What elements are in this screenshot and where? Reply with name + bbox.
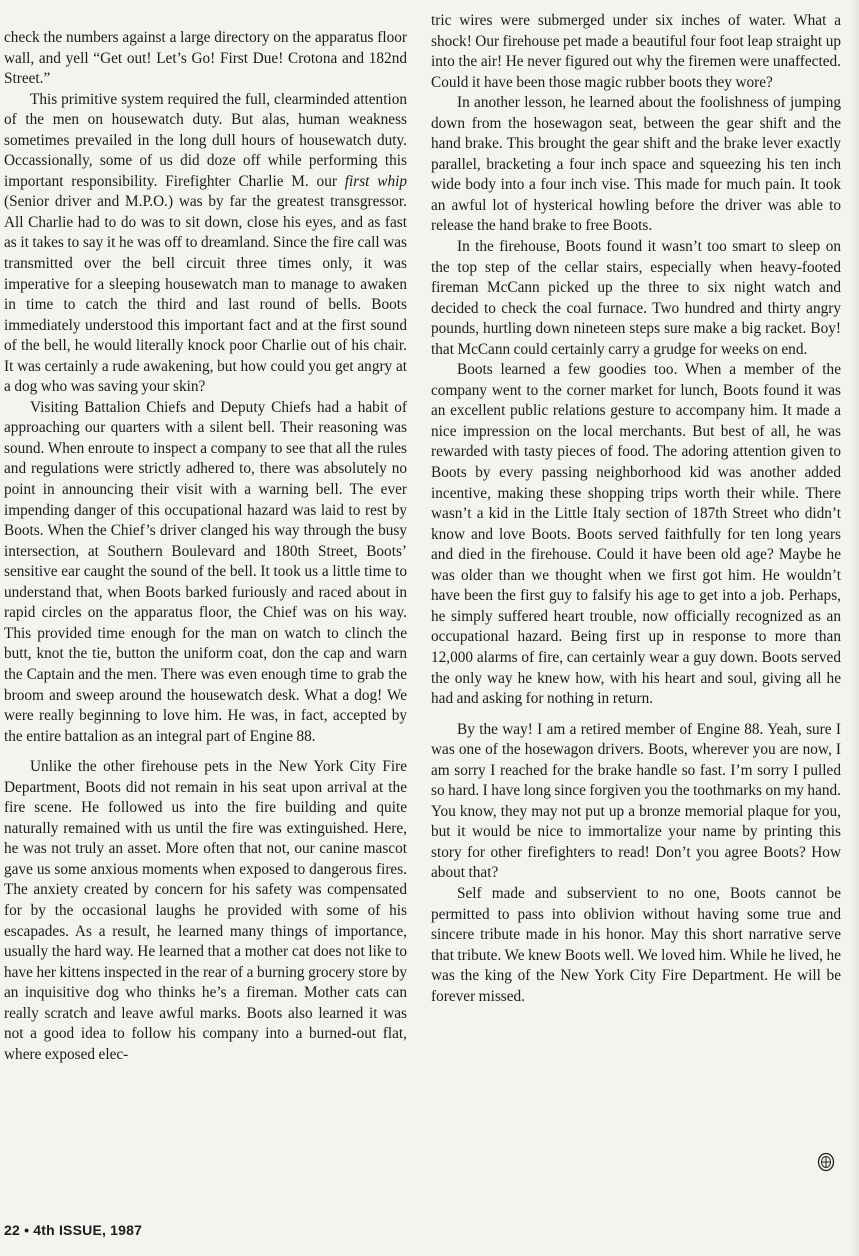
right-column	[431, 11, 841, 1007]
paragraph: In the firehouse, Boots found it wasn’t too smart to sleep on the top step of the cellar stairs, especially when heavy-footed fireman McCann picked up the three to six night watch and decided to check the coal furnace. Two hundred and thirty angry pounds, hurtling down nineteen steps sure make a big racket. Boy! that McCann could certainly carry a grudge for weeks on end.	[431, 238, 841, 358]
issue-label: 4th ISSUE, 1987	[33, 1222, 143, 1238]
page-footer	[4, 1222, 142, 1238]
paragraph: Unlike the other firehouse pets in the New York City Fire Department, Boots did not remain in his seat upon arrival at the fire scene. He followed us into the fire building and quite naturally remained with us until the fire was extinguished. Here, he was not truly an asset. More often that not, our canine mascot gave us some anxious moments when exposed to dangerous fires. The anxiety created by concern for his safety was compensated for by the occasional laughs he provided with some of his escapades. As a result, he learned many things of importance, usually the hard way. He learned that a mother cat does not like to have her kittens inspected in the rear of a burning grocery store by an inquisitive dog who thinks he’s a fireman. Mother cats can really scratch and leave awful marks. Boots also learned it was not a good idea to follow his company into a burned-out flat, where exposed elec-	[4, 758, 407, 1063]
paragraph: In another lesson, he learned about the foolishness of jumping down from the hosewagon seat, between the gear shift and the hand brake. This brought the gear shift and the brake lever exactly parallel, bracketing a four inch space and squeezing his ten inch wide body into a four inch vise. This made for much pain. It took an awful lot of hysterical howling before the driver was able to release the hand brake to free Boots.	[431, 94, 841, 235]
paragraph	[4, 90, 407, 398]
fdny-end-mark-icon	[817, 1152, 835, 1172]
paragraph-text: (Senior driver and M.P.O.) was by far the greatest transgressor. All Charlie had to do was to sit down, close his eyes, and as fast as it takes to say it he was off to dreamland. Since the fire call was transmitted over the bell circuit three times only, it was imperative for a sleeping housewatch man to manage to awaken in time to catch the third and last round of bells. Boots immediately understood this important fact and at the first sound of the bell, he would literally knock poor Charlie out of his chair. It was certainly a rude awakening, but how could you get angry at a dog who was saving your skin?	[4, 193, 407, 396]
page-edge-shadow	[849, 0, 859, 1256]
paragraph: Self made and subservient to no one, Boots cannot be permitted to pass into oblivion without having some true and sincere tribute made in his honor. May this short narrative serve that tribute. We knew Boots well. We loved him. While he lived, he was the king of the New York City Fire Department. He will be forever missed.	[431, 884, 841, 1005]
paragraph: By the way! I am a retired member of Engine 88. Yeah, sure I was one of the hosewagon drivers. Boots, wherever you are now, I am sorry I reached for the brake handle so fast. I’m sorry I pulled so hard. I have long since forgiven you the toothmarks on my hand. You know, they may not put up a bronze memorial plaque for you, but it would be nice to immortalize your name by printing this story for other firefighters to read! Don’t you agree Boots? How about that?	[431, 720, 841, 882]
left-column	[4, 28, 407, 1065]
page-number: 22	[4, 1222, 20, 1238]
paragraph: Boots learned a few goodies too. When a member of the company went to the corner market for lunch, Boots found it was an excellent public relations gesture to accompany him. It made a nice impression on the local merchants. But best of all, he was rewarded with tasty pieces of food. The adoring attention given to Boots by every passing neighborhood kid was another added incentive, making these shopping trips worth their while. There wasn’t a kid in the Little Italy section of 187th Street who didn’t know and love Boots. Boots served faithfully for ten long years and died in the firehouse. Could it have been old age? Maybe he was older than we thought when we first got him. He wouldn’t have been the first guy to falsify his age to get into a job. Perhaps, he simply suffered heart trouble, now officially recognized as an occupational hazard. Being first up in response to more than 12,000 alarms of fire, can certainly wear a guy down. Boots served the only way he knew how, with his heart and soul, giving all he had and asking for nothing in return.	[431, 361, 841, 708]
emphasis-text: first whip	[344, 172, 407, 190]
paragraph: Visiting Battalion Chiefs and Deputy Chiefs had a habit of approaching our quarters with a silent bell. Their reasoning was sound. When enroute to inspect a company to see that all the rules and regulations were strictly adhered to, there was absolutely no point in announcing their visit with a warning bell. The ever impending danger of this occupational hazard was laid to rest by Boots. When the Chief’s driver clanged his way through the busy intersection, at Southern Boulevard and 180th Street, Boots’ sensitive ear caught the sound of the bell. It took us a little time to understand that, when Boots barked furiously and raced about in rapid circles on the apparatus floor, the Chief was on his way. This provided time enough for the man on watch to clinch the butt, knot the tie, button the uniform coat, don the cap and warn the Captain and the men. There was even enough time to grab the broom and sweep around the housewatch desk. What a dog! We were really beginning to love him. He was, in fact, accepted by the entire battalion as an integral part of Engine 88.	[4, 398, 407, 745]
footer-bullet: •	[24, 1222, 30, 1238]
paragraph-text: This primitive system required the full, clearminded attention of the men on housewatch duty. But alas, human weakness sometimes prevailed in the long dull hours of housewatch duty. Occassionally, some of us did doze off while performing this important responsibility. Firefighter Charlie M. our	[4, 90, 407, 190]
paragraph: tric wires were submerged under six inches of water. What a shock! Our firehouse pet made a beautiful four foot leap straight up into the air! He never figured out why the firemen were unaffected. Could it have been those magic rubber boots they wore?	[431, 12, 842, 91]
paragraph: check the numbers against a large directory on the apparatus floor wall, and yell “Get out! Let’s Go! First Due! Crotona and 182nd Street.”	[4, 29, 407, 88]
